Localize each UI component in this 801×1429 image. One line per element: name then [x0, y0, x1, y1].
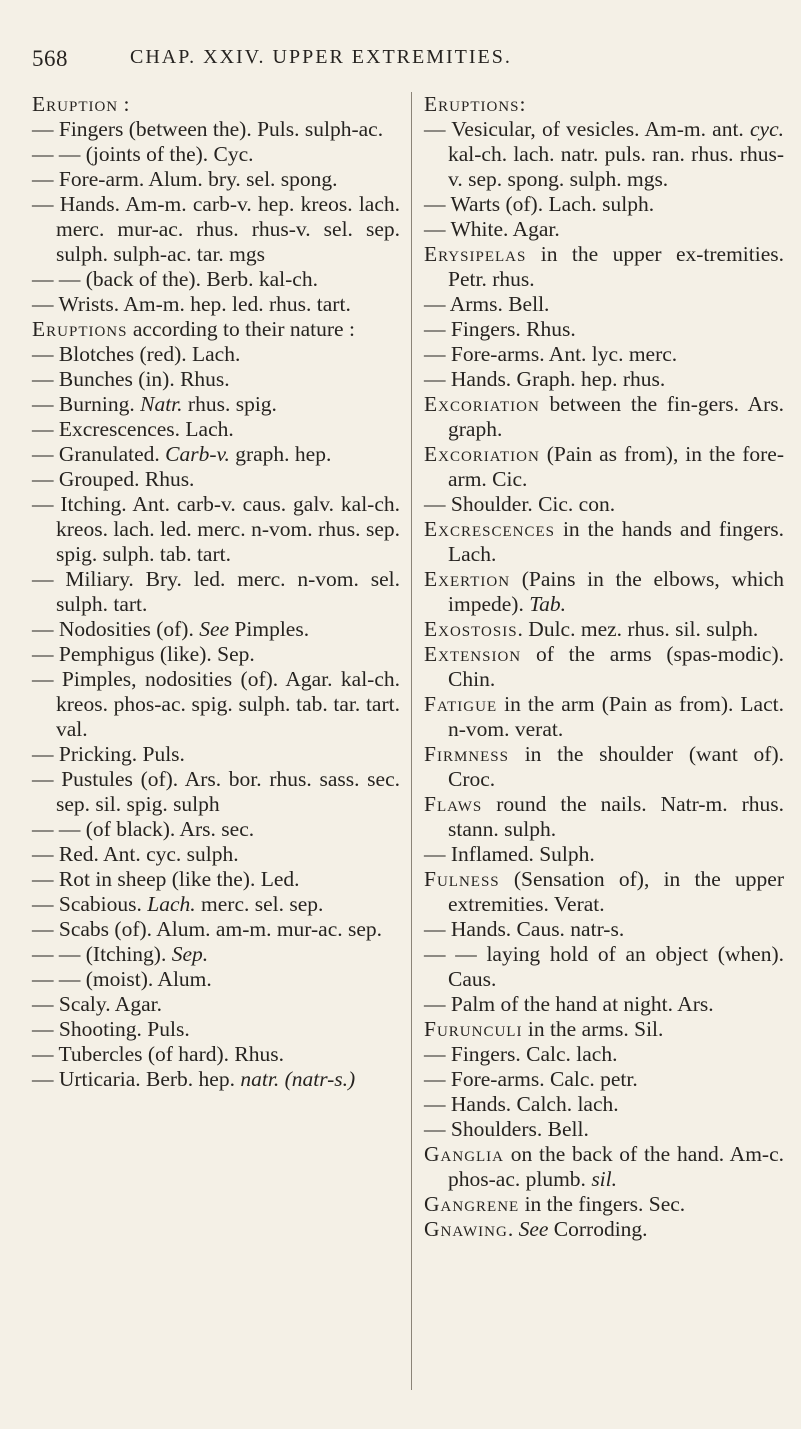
- entry-text: — Hands. Am-m. carb-v. hep. kreos. lach. merc. mur-ac. rhus. rhus-v. sel. sep. sulph. sulph-ac. tar. mgs: [32, 192, 400, 266]
- entry-text: — — laying hold of an object (when). Caus.: [424, 942, 784, 991]
- entry-text: (Sensation of), in the upper extremities. Verat.: [448, 867, 784, 916]
- entry-text: — Scaly. Agar.: [32, 992, 162, 1016]
- index-entry: [32, 317, 400, 342]
- index-entry: [424, 492, 784, 517]
- entry-text: . Dulc. mez. rhus. sil. sulph.: [517, 617, 759, 641]
- entry-text: — Pustules (of). Ars. bor. rhus. sass. sec. sep. sil. spig. sulph: [32, 767, 400, 816]
- index-entry: [424, 1142, 784, 1192]
- index-entry: [32, 842, 400, 867]
- entry-heading: Eruption: [32, 92, 119, 116]
- page-number: 568: [32, 46, 68, 71]
- index-entry: [424, 917, 784, 942]
- index-entry: [32, 917, 400, 942]
- index-entry: [32, 817, 400, 842]
- entry-text: in the hands and fingers. Lach.: [448, 517, 784, 566]
- entry-text: — Wrists. Am-m. hep. led. rhus. tart.: [32, 292, 351, 316]
- entry-text: — Pimples, nodosities (of). Agar. kal-ch. kreos. phos-ac. spig. sulph. tab. tar. tart. val.: [32, 667, 400, 741]
- index-entry: [424, 292, 784, 317]
- entry-heading: Fatigue: [424, 692, 498, 716]
- entry-text: round the nails. Natr-m. rhus. stann. sulph.: [448, 792, 784, 841]
- entry-text: .: [507, 1217, 519, 1241]
- entry-tail: kal-ch. lach. natr. puls. ran. rhus. rhus-v. sep. spong. sulph. mgs.: [448, 142, 784, 191]
- index-entry: [32, 192, 400, 267]
- index-entry: [32, 642, 400, 667]
- entry-heading: Firmness: [424, 742, 509, 766]
- index-entry: [32, 417, 400, 442]
- entry-heading: Ganglia: [424, 1142, 505, 1166]
- index-entry: [32, 342, 400, 367]
- entry-text: — Fore-arms. Ant. lyc. merc.: [424, 342, 678, 366]
- entry-text: — Hands. Graph. hep. rhus.: [424, 367, 666, 391]
- entry-text: — Urticaria. Berb. hep.: [32, 1067, 241, 1091]
- entry-text: — Nodosities (of).: [32, 617, 200, 641]
- entry-text: — Pricking. Puls.: [32, 742, 185, 766]
- entry-heading: Fulness: [424, 867, 500, 891]
- index-entry: [424, 392, 784, 442]
- index-entry: [32, 492, 400, 567]
- index-entry: [424, 217, 784, 242]
- index-entry: [32, 1042, 400, 1067]
- entry-tail: Corroding.: [548, 1217, 648, 1241]
- entry-text: — Itching. Ant. carb-v. caus. galv. kal-ch. kreos. lach. led. merc. n-vom. rhus. sep. spig. sulph. tab. tart.: [32, 492, 400, 566]
- index-entry: [424, 617, 784, 642]
- running-title: CHAP. XXIV. UPPER EXTREMITIES.: [130, 46, 512, 68]
- entry-heading: Furunculi: [424, 1017, 523, 1041]
- index-entry: [32, 867, 400, 892]
- entry-text: of the arms (spas-modic). Chin.: [448, 642, 784, 691]
- entry-heading: Flaws: [424, 792, 483, 816]
- entry-text: — Arms. Bell.: [424, 292, 550, 316]
- index-entry: [32, 467, 400, 492]
- index-entry: [32, 167, 400, 192]
- entry-text: :: [519, 92, 526, 116]
- entry-text: between the fin-gers. Ars. graph.: [448, 392, 784, 441]
- index-entry: [32, 392, 400, 417]
- index-entry: [32, 92, 400, 117]
- index-entry: [424, 442, 784, 492]
- entry-text: — Scabs (of). Alum. am-m. mur-ac. sep.: [32, 917, 383, 941]
- entry-text: :: [118, 92, 130, 116]
- entry-text: — Red. Ant. cyc. sulph.: [32, 842, 239, 866]
- index-entry: [32, 742, 400, 767]
- entry-heading: Gangrene: [424, 1192, 520, 1216]
- index-entry: [32, 1017, 400, 1042]
- index-entry: [424, 692, 784, 742]
- entry-heading: Exertion: [424, 567, 511, 591]
- entry-text: — — (moist). Alum.: [32, 967, 212, 991]
- index-entry: [424, 1092, 784, 1117]
- entry-italic: See: [518, 1217, 549, 1241]
- entry-tail: rhus. spig.: [182, 392, 277, 416]
- index-entry: [32, 292, 400, 317]
- index-entry: [424, 1042, 784, 1067]
- entry-text: on the back of the hand. Am-c. phos-ac. plumb.: [448, 1142, 784, 1191]
- entry-italic: Lach.: [147, 892, 196, 916]
- entry-text: — Vesicular, of vesicles. Am-m. ant.: [424, 117, 750, 141]
- index-entry: [32, 992, 400, 1017]
- entry-text: (Pains in the elbows, which impede).: [448, 567, 784, 616]
- index-entry: [424, 367, 784, 392]
- index-entry: [32, 367, 400, 392]
- entry-italic: Tab.: [529, 592, 567, 616]
- entry-text: — Scabious.: [32, 892, 148, 916]
- index-entry: [32, 617, 400, 642]
- entry-heading: Eruptions: [424, 92, 520, 116]
- entry-text: in the upper ex-tremities. Petr. rhus.: [448, 242, 784, 291]
- index-entry: [32, 767, 400, 817]
- index-entry: [32, 892, 400, 917]
- index-entry: [424, 117, 784, 192]
- entry-italic: Carb-v.: [165, 442, 230, 466]
- entry-heading: Excoriation: [424, 392, 540, 416]
- entry-text: — White. Agar.: [424, 217, 560, 241]
- entry-tail: graph. hep.: [229, 442, 332, 466]
- index-entry: [424, 242, 784, 292]
- entry-heading: Gnawing: [424, 1217, 508, 1241]
- index-entry: [424, 567, 784, 617]
- index-entry: [424, 867, 784, 917]
- entry-text: — Hands. Caus. natr-s.: [424, 917, 625, 941]
- entry-text: — Bunches (in). Rhus.: [32, 367, 230, 391]
- entry-text: — Shoulder. Cic. con.: [424, 492, 616, 516]
- index-entry: [424, 842, 784, 867]
- entry-text: — Fore-arm. Alum. bry. sel. spong.: [32, 167, 338, 191]
- index-entry: [424, 317, 784, 342]
- entry-text: — Fingers. Calc. lach.: [424, 1042, 618, 1066]
- index-entry: [32, 667, 400, 742]
- index-entry: [424, 1067, 784, 1092]
- entry-text: — Shoulders. Bell.: [424, 1117, 589, 1141]
- index-entry: [424, 742, 784, 792]
- entry-text: — Warts (of). Lach. sulph.: [424, 192, 655, 216]
- entry-heading: Excrescences: [424, 517, 555, 541]
- index-entry: [424, 942, 784, 992]
- index-entry: [32, 267, 400, 292]
- entry-text: — Palm of the hand at night. Ars.: [424, 992, 714, 1016]
- entry-text: — — (joints of the). Cyc.: [32, 142, 254, 166]
- index-entry: [424, 517, 784, 567]
- entry-text: — Miliary. Bry. led. merc. n-vom. sel. sulph. tart.: [32, 567, 400, 616]
- index-entry: [424, 192, 784, 217]
- entry-text: — Hands. Calch. lach.: [424, 1092, 619, 1116]
- entry-heading: Exostosis: [424, 617, 518, 641]
- right-column: [424, 92, 784, 1242]
- entry-text: in the arms. Sil.: [522, 1017, 664, 1041]
- entry-italic: Sep.: [171, 942, 209, 966]
- entry-text: — — (back of the). Berb. kal-ch.: [32, 267, 318, 291]
- entry-heading: Erysipelas: [424, 242, 527, 266]
- index-entry: [424, 1017, 784, 1042]
- entry-text: according to their nature :: [127, 317, 355, 341]
- entry-text: — Rot in sheep (like the). Led.: [32, 867, 300, 891]
- index-entry: [32, 442, 400, 467]
- entry-text: (Pain as from), in the fore-arm. Cic.: [448, 442, 784, 491]
- entry-heading: Excoriation: [424, 442, 540, 466]
- entry-tail: merc. sel. sep.: [195, 892, 324, 916]
- entry-text: — Fingers (between the). Puls. sulph-ac.: [32, 117, 384, 141]
- entry-text: in the fingers. Sec.: [519, 1192, 686, 1216]
- index-entry: [32, 142, 400, 167]
- index-entry: [424, 1217, 784, 1242]
- entry-heading: Eruptions: [32, 317, 128, 341]
- column-divider: [411, 92, 412, 1390]
- entry-text: — Tubercles (of hard). Rhus.: [32, 1042, 285, 1066]
- entry-italic: Natr.: [140, 392, 183, 416]
- entry-text: — Fore-arms. Calc. petr.: [424, 1067, 638, 1091]
- entry-heading: Extension: [424, 642, 522, 666]
- entry-italic: See: [199, 617, 230, 641]
- index-entry: [32, 942, 400, 967]
- entry-text: — Inflamed. Sulph.: [424, 842, 595, 866]
- index-entry: [424, 642, 784, 692]
- left-column: [32, 92, 400, 1092]
- entry-tail: Pimples.: [229, 617, 310, 641]
- index-entry: [424, 992, 784, 1017]
- entry-text: — Granulated.: [32, 442, 166, 466]
- entry-italic: natr. (natr-s.): [240, 1067, 356, 1091]
- index-entry: [32, 117, 400, 142]
- index-entry: [32, 1067, 400, 1092]
- entry-text: — — (of black). Ars. sec.: [32, 817, 255, 841]
- entry-text: — — (Itching).: [32, 942, 172, 966]
- entry-text: — Fingers. Rhus.: [424, 317, 576, 341]
- entry-text: — Shooting. Puls.: [32, 1017, 190, 1041]
- entry-text: — Blotches (red). Lach.: [32, 342, 241, 366]
- entry-italic: cyc.: [749, 117, 784, 141]
- index-entry: [424, 792, 784, 842]
- index-entry: [424, 1192, 784, 1217]
- entry-text: in the arm (Pain as from). Lact. n-vom. verat.: [448, 692, 784, 741]
- entry-text: — Burning.: [32, 392, 141, 416]
- entry-text: in the shoulder (want of). Croc.: [448, 742, 784, 791]
- index-entry: [32, 567, 400, 617]
- index-entry: [32, 967, 400, 992]
- entry-text: — Pemphigus (like). Sep.: [32, 642, 255, 666]
- index-entry: [424, 342, 784, 367]
- index-entry: [424, 1117, 784, 1142]
- entry-text: — Excrescences. Lach.: [32, 417, 234, 441]
- index-entry: [424, 92, 784, 117]
- entry-text: — Grouped. Rhus.: [32, 467, 195, 491]
- entry-italic: sil.: [591, 1167, 618, 1191]
